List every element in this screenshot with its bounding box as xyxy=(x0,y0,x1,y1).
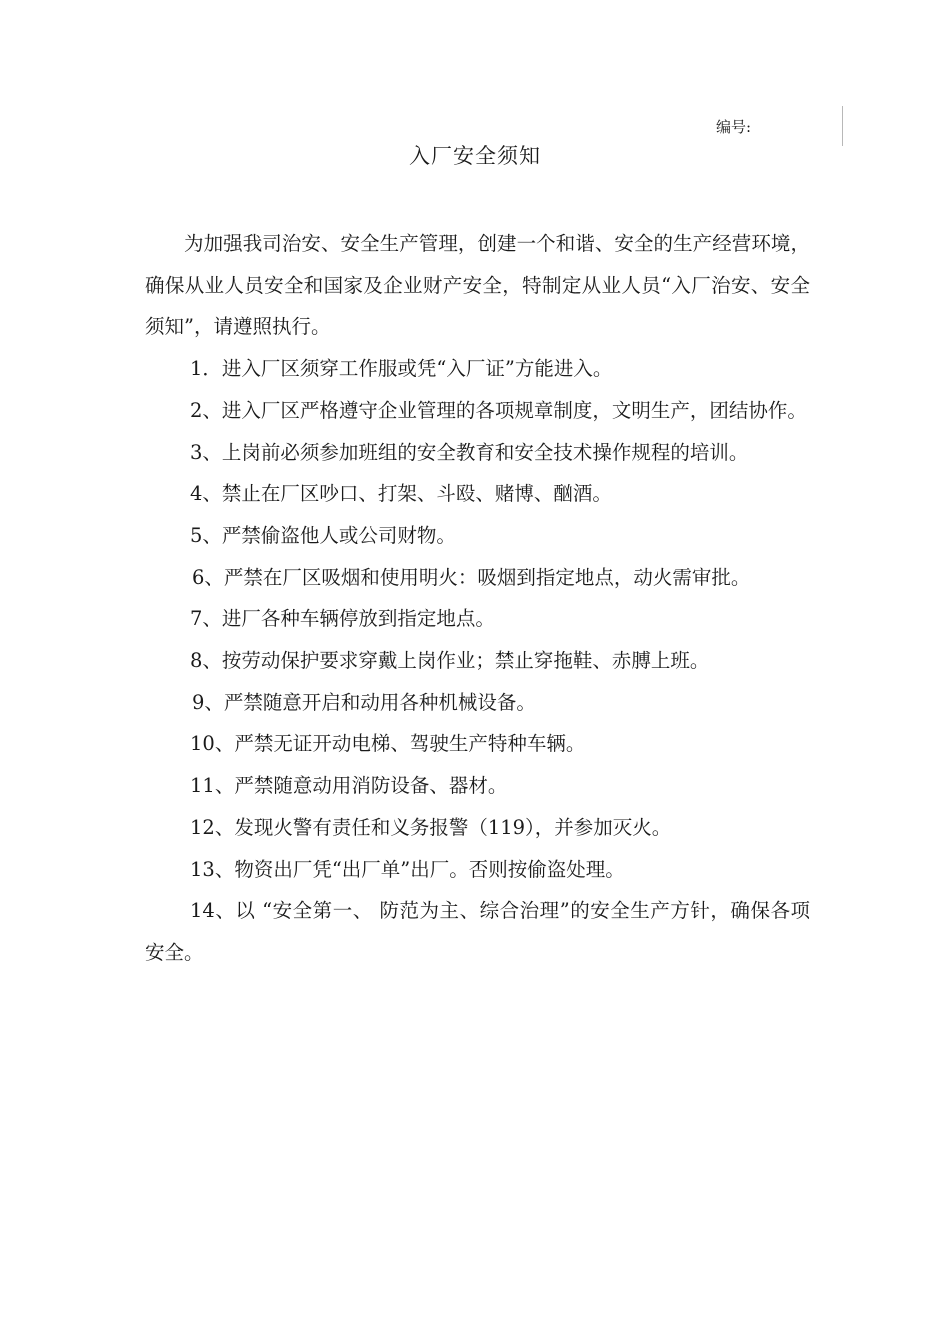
rule-item-2: 2、进入厂区严格遵守企业管理的各项规章制度，文明生产，团结协作。 xyxy=(190,398,807,422)
rule-item-13: 13、物资出厂凭“出厂单”出厂。否则按偷盗处理。 xyxy=(190,857,625,881)
rule-item-6: 6、严禁在厂区吸烟和使用明火：吸烟到指定地点，动火需审批。 xyxy=(192,565,751,589)
rule-item-9: 9、严禁随意开启和动用各种机械设备。 xyxy=(192,690,536,714)
intro-paragraph: 为加强我司治安、安全生产管理，创建一个和谐、安全的生产经营环境，确保从业人员安全和国家及企业财产安全，特制定从业人员“入厂治安、安全须知”，请遵照执行。 xyxy=(145,232,810,339)
rule-item-11: 11、严禁随意动用消防设备、器材。 xyxy=(190,774,508,798)
rule-item-10: 10、严禁无证开动电梯、驾驶生产特种车辆。 xyxy=(190,732,586,756)
rule-item-3: 3、上岗前必须参加班组的安全教育和安全技术操作规程的培训。 xyxy=(190,440,749,464)
rule-item-4: 4、禁止在厂区吵口、打架、斗殴、赌博、酗酒。 xyxy=(190,482,612,506)
rule-item-12: 12、发现火警有责任和义务报警（119），并参加灭火。 xyxy=(190,815,672,839)
document-title: 入厂安全须知 xyxy=(409,144,541,168)
document-body xyxy=(145,223,810,974)
rule-item-8: 8、按劳动保护要求穿戴上岗作业；禁止穿拖鞋、赤膊上班。 xyxy=(190,649,710,673)
rule-item-1: 1．进入厂区须穿工作服或凭“入厂证”方能进入。 xyxy=(190,357,613,381)
rule-item-14: 14、以 “安全第一、 防范为主、综合治理”的安全生产方针，确保各项安全。 xyxy=(145,899,810,964)
document-number-label: 编号: xyxy=(716,118,752,136)
margin-rule xyxy=(842,106,843,146)
rule-item-7: 7、进厂各种车辆停放到指定地点。 xyxy=(190,607,495,631)
rule-item-5: 5、严禁偷盗他人或公司财物。 xyxy=(190,523,456,547)
